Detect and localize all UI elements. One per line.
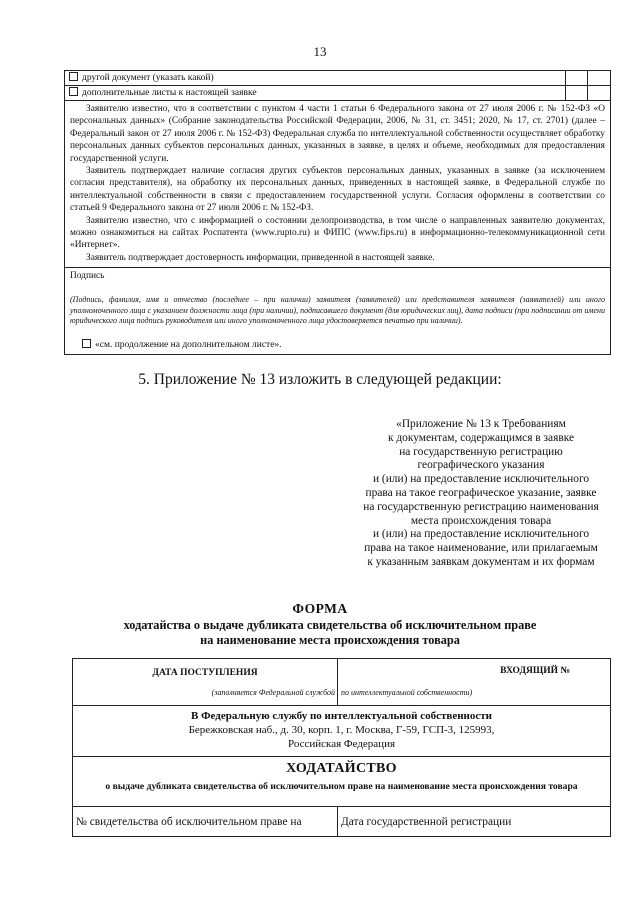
notice-paragraph: Заявителю известно, что с информацией о состоянии делопроизводства, в том числе о направленных заявителю документах, можно ознакомиться на сайтах Роспатента (www.rupto.ru) и ФИПС (www.fips.ru) в информационно-телекоммуникационной сети «Интернет». <box>70 215 605 251</box>
petition-header-row <box>72 756 611 807</box>
applicant-info-table <box>64 70 611 355</box>
annex-line: права на такое географическое указание, заявке <box>365 486 597 499</box>
form-title: ФОРМА <box>292 601 348 616</box>
form-subtitle-line: ходатайства о выдаче дубликата свидетельства об исключительном праве <box>123 618 537 632</box>
continuation-note <box>82 339 282 350</box>
annex-line: на государственную регистрацию <box>399 445 563 458</box>
receipt-row <box>72 658 611 706</box>
address-line: Российская Федерация <box>287 738 396 750</box>
annex-line: и (или) на предоставление исключительного <box>372 528 590 541</box>
annex-line: географического указания <box>417 459 545 472</box>
other-document-row <box>65 71 610 86</box>
checkbox[interactable] <box>69 72 78 81</box>
notice-paragraph: Заявитель подтверждает достоверность информации, приведенной в настоящей заявке. <box>86 252 435 263</box>
certificate-number-field[interactable]: № свидетельства об исключительном праве на <box>76 816 302 828</box>
filled-by-note: (заполняется Федеральной службой <box>211 688 335 697</box>
annex-line: к документам, содержащимся в заявке <box>387 431 575 444</box>
annex-line: и (или) на предоставление исключительного <box>372 473 590 486</box>
checkbox[interactable] <box>82 339 91 348</box>
checkbox[interactable] <box>69 87 78 96</box>
notice-paragraph: Заявителю известно, что в соответствии с пунктом 4 части 1 статьи 6 Федерального закона от 27 июля 2006 г. № 152-ФЗ «О персональных данных» (Собрание законодательства Российской Федерации, 2006, № 31, ст. 3451; 2020, № 17, ст. 2701) (далее – Федеральный закон от 27 июля 2006 г. № 152-ФЗ) Федеральная служба по интеллектуальной собственности осуществляет обработку персональных данных субъектов персональных данных, указанных в заявке, в целях и объеме, необходимых для предоставления государственной услуги. <box>70 104 605 164</box>
signature-note: (Подпись, фамилия, имя и отчество (последнее – при наличии) заявителя (заявителей) или представителя заявителя (заявителей) или иного уполномоченного лица с указанием должности лица (при наличии), подписавшего документ (для юридических лиц), дата подписи (при подписании от имени юридического лица подпись руководителя или иного уполномоченного лица удостоверяется печатью при наличии). <box>70 295 605 326</box>
annex-line: к указанным заявкам документам и их формам <box>367 555 595 568</box>
addressee-row <box>72 704 611 757</box>
annex-header <box>340 418 622 570</box>
annex-line: «Приложение № 13 к Требованиям <box>396 418 566 430</box>
page-number: 13 <box>313 44 327 59</box>
section-heading: 5. Приложение № 13 изложить в следующей редакции: <box>138 371 502 388</box>
form-subtitle-line: на наименование места происхождения товара <box>200 632 460 647</box>
addressee-address <box>73 723 610 751</box>
other-document-label: другой документ (указать какой) <box>82 73 214 83</box>
annex-line: на государственную регистрацию наименования <box>363 500 599 513</box>
address-line: Бережковская наб., д. 30, корп. 1, г. Москва, Г-59, ГСП-3, 125993, <box>188 724 495 736</box>
continuation-note-text: «см. продолжение на дополнительном листе». <box>95 340 282 350</box>
receipt-date-label: ДАТА ПОСТУПЛЕНИЯ <box>152 668 258 678</box>
filled-by-note: по интеллектуальной собственности) <box>341 688 473 697</box>
additional-sheets-label: дополнительные листы к настоящей заявке <box>82 88 257 98</box>
incoming-number-label: ВХОДЯЩИЙ № <box>500 666 570 676</box>
signature-title: Подпись <box>70 271 105 282</box>
personal-data-notice <box>65 101 610 268</box>
additional-sheets-row <box>65 86 610 101</box>
annex-line: права на такое наименование, или прилагаемым <box>364 542 598 555</box>
notice-paragraph: Заявитель подтверждает наличие согласия других субъектов персональных данных, указанных в заявке (за исключением согласия представителя), на обработку их персональных данных, приведенных в настоящей заявке, в Федеральной службе по интеллектуальной собственности в связи с предоставлением государственной услуги. Согласия оформлены в соответствии со статьей 9 Федерального закона от 27 июля 2006 г. № 152-ФЗ. <box>70 166 605 214</box>
form-subtitle <box>80 618 580 647</box>
certificate-row <box>72 806 611 837</box>
annex-line: места происхождения товара <box>410 514 552 527</box>
petition-subtitle: о выдаче дубликата свидетельства об исключительном праве на наименование места происхождения товара <box>105 781 578 792</box>
addressee-title: В Федеральную службу по интеллектуальной собственности <box>190 710 492 722</box>
registration-date-field[interactable]: Дата государственной регистрации <box>341 816 512 828</box>
petition-title: ХОДАТАЙСТВО <box>286 761 397 776</box>
